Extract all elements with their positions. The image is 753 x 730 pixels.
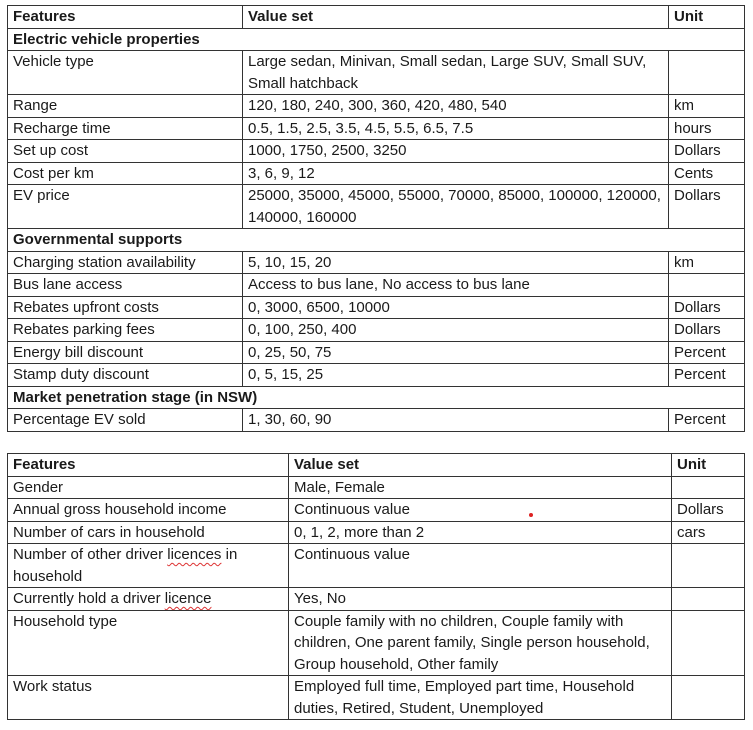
red-marker-dot <box>529 513 533 517</box>
feature-text: in household <box>13 546 238 585</box>
feature-cell: Annual gross household income <box>8 499 289 522</box>
table-row <box>8 521 745 544</box>
section-row <box>8 229 745 252</box>
value-set-cell: 0, 1, 2, more than 2 <box>289 521 672 544</box>
value-set-cell: Access to bus lane, No access to bus lane <box>243 274 669 297</box>
table-row <box>8 117 745 140</box>
unit-cell: Cents <box>669 162 745 185</box>
feature-cell: Work status <box>8 676 289 720</box>
feature-cell <box>8 544 289 588</box>
value-set-cell: Employed full time, Employed part time, Household duties, Retired, Student, Unemployed <box>289 676 672 720</box>
household-attributes-table <box>7 453 745 720</box>
unit-cell <box>672 544 745 588</box>
table-row <box>8 499 745 522</box>
table-row <box>8 162 745 185</box>
feature-cell <box>8 588 289 611</box>
value-set-cell: Yes, No <box>289 588 672 611</box>
value-set-cell: 0, 100, 250, 400 <box>243 319 669 342</box>
section-row <box>8 386 745 409</box>
header-features: Features <box>8 454 289 477</box>
table-row <box>8 409 745 432</box>
unit-cell: Dollars <box>669 185 745 229</box>
table-row <box>8 51 745 95</box>
header-value-set: Value set <box>289 454 672 477</box>
unit-cell: Percent <box>669 341 745 364</box>
spellcheck-word: licence <box>164 590 212 607</box>
unit-cell: Dollars <box>669 296 745 319</box>
unit-cell: cars <box>672 521 745 544</box>
feature-cell: Bus lane access <box>8 274 243 297</box>
table-row <box>8 319 745 342</box>
unit-cell <box>669 274 745 297</box>
table-row <box>8 95 745 118</box>
section-title: Market penetration stage (in NSW) <box>8 386 745 409</box>
feature-cell: Cost per km <box>8 162 243 185</box>
unit-cell: km <box>669 251 745 274</box>
value-set-cell: 1000, 1750, 2500, 3250 <box>243 140 669 163</box>
table-row <box>8 274 745 297</box>
feature-cell: Rebates upfront costs <box>8 296 243 319</box>
table-row <box>8 544 745 588</box>
table-row <box>8 185 745 229</box>
feature-text: Currently hold a driver <box>13 590 165 607</box>
unit-cell <box>672 676 745 720</box>
feature-cell: Charging station availability <box>8 251 243 274</box>
feature-cell: Rebates parking fees <box>8 319 243 342</box>
value-set-cell: 25000, 35000, 45000, 55000, 70000, 85000, 100000, 120000, 140000, 160000 <box>243 185 669 229</box>
header-value-set: Value set <box>243 6 669 29</box>
value-set-cell: 5, 10, 15, 20 <box>243 251 669 274</box>
value-set-cell: Male, Female <box>289 476 672 499</box>
header-unit: Unit <box>672 454 745 477</box>
table-row <box>8 341 745 364</box>
value-set-cell: Couple family with no children, Couple family with children, One parent family, Single person household, Group household, Other family <box>289 610 672 676</box>
value-set-cell: Large sedan, Minivan, Small sedan, Large SUV, Small SUV, Small hatchback <box>243 51 669 95</box>
unit-cell: Dollars <box>672 499 745 522</box>
table-header-row <box>8 6 745 29</box>
unit-cell <box>672 476 745 499</box>
spellcheck-word: licences <box>167 546 222 563</box>
feature-cell: EV price <box>8 185 243 229</box>
feature-cell: Percentage EV sold <box>8 409 243 432</box>
feature-cell: Stamp duty discount <box>8 364 243 387</box>
value-set-cell: 3, 6, 9, 12 <box>243 162 669 185</box>
unit-cell: Percent <box>669 409 745 432</box>
value-set-cell: Continuous value <box>289 544 672 588</box>
unit-cell: Dollars <box>669 319 745 342</box>
table-row <box>8 364 745 387</box>
feature-cell: Energy bill discount <box>8 341 243 364</box>
table-row <box>8 588 745 611</box>
feature-cell: Household type <box>8 610 289 676</box>
value-set-cell: 0.5, 1.5, 2.5, 3.5, 4.5, 5.5, 6.5, 7.5 <box>243 117 669 140</box>
value-set-cell: 1, 30, 60, 90 <box>243 409 669 432</box>
unit-cell <box>669 51 745 95</box>
unit-cell: Dollars <box>669 140 745 163</box>
section-title: Electric vehicle properties <box>8 28 745 51</box>
section-title: Governmental supports <box>8 229 745 252</box>
feature-cell: Number of cars in household <box>8 521 289 544</box>
ev-attributes-table <box>7 5 745 432</box>
table-row <box>8 610 745 676</box>
value-set-cell: 0, 5, 15, 25 <box>243 364 669 387</box>
feature-cell: Vehicle type <box>8 51 243 95</box>
value-set-cell: 0, 25, 50, 75 <box>243 341 669 364</box>
table-header-row <box>8 454 745 477</box>
section-row <box>8 28 745 51</box>
unit-cell: hours <box>669 117 745 140</box>
table-row <box>8 676 745 720</box>
feature-cell: Gender <box>8 476 289 499</box>
unit-cell: km <box>669 95 745 118</box>
value-set-cell: Continuous value <box>289 499 672 522</box>
value-set-cell: 120, 180, 240, 300, 360, 420, 480, 540 <box>243 95 669 118</box>
unit-cell: Percent <box>669 364 745 387</box>
feature-cell: Range <box>8 95 243 118</box>
header-features: Features <box>8 6 243 29</box>
unit-cell <box>672 610 745 676</box>
header-unit: Unit <box>669 6 745 29</box>
feature-cell: Recharge time <box>8 117 243 140</box>
feature-cell: Set up cost <box>8 140 243 163</box>
table-row <box>8 476 745 499</box>
table-row <box>8 140 745 163</box>
value-set-cell: 0, 3000, 6500, 10000 <box>243 296 669 319</box>
table-row <box>8 296 745 319</box>
table-row <box>8 251 745 274</box>
unit-cell <box>672 588 745 611</box>
feature-text: Number of other driver <box>13 546 168 563</box>
